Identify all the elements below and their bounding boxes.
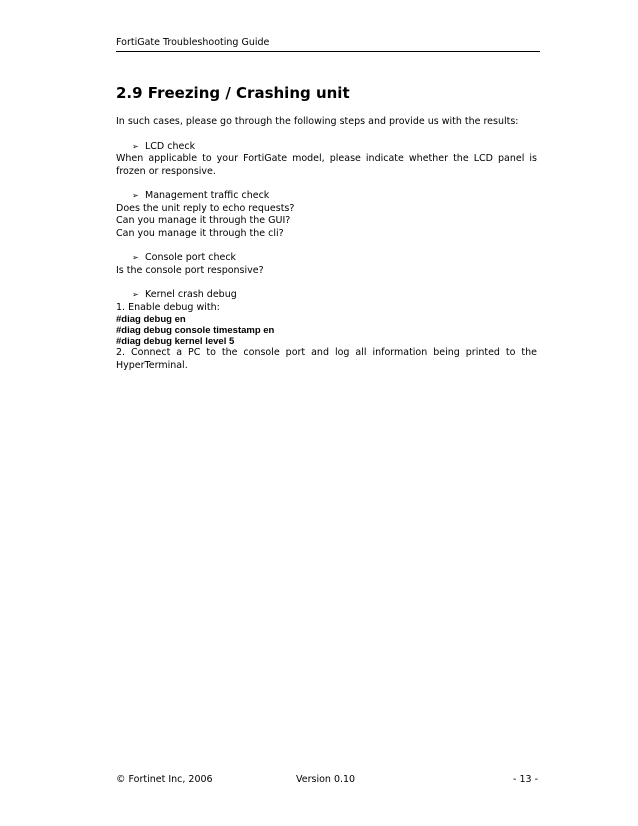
section-body xyxy=(116,116,537,372)
version-text: Version 0.10 xyxy=(296,774,356,785)
page-header xyxy=(116,37,540,52)
console-port-question: Is the console port responsive? xyxy=(116,264,264,276)
lcd-check-text: When applicable to your FortiGate model, please indicate whether the LCD panel is frozen or responsive. xyxy=(116,153,537,177)
section-title: 2.9 Freezing / Crashing unit xyxy=(116,84,350,102)
command-line: #diag debug console timestamp en xyxy=(116,325,275,336)
cli-management-question: Can you manage it through the cli? xyxy=(116,227,284,239)
command-line: #diag debug en xyxy=(116,314,186,325)
document-title: FortiGate Troubleshooting Guide xyxy=(116,37,270,48)
bullet-kernel-crash-debug xyxy=(132,289,537,302)
bullet-label: Kernel crash debug xyxy=(145,289,237,300)
command-line: #diag debug kernel level 5 xyxy=(116,336,235,347)
bullet-label: LCD check xyxy=(145,140,196,152)
arrowhead-bullet-icon: ➢ xyxy=(132,191,139,200)
bullet-management-traffic-check xyxy=(132,190,537,203)
bullet-label: Console port check xyxy=(145,252,237,263)
arrowhead-bullet-icon: ➢ xyxy=(132,290,139,299)
arrowhead-bullet-icon: ➢ xyxy=(132,253,139,262)
copyright-text: © Fortinet Inc, 2006 xyxy=(116,774,213,785)
arrowhead-bullet-icon: ➢ xyxy=(132,141,139,151)
intro-paragraph: In such cases, please go through the following steps and provide us with the results: xyxy=(116,116,519,127)
connect-pc-instruction: 2. Connect a PC to the console port and log all information being printed to the HyperTerminal. xyxy=(116,347,537,371)
bullet-lcd-check xyxy=(132,141,537,154)
gui-management-question: Can you manage it through the GUI? xyxy=(116,215,291,226)
page-footer xyxy=(116,774,540,788)
enable-debug-instruction: 1. Enable debug with: xyxy=(116,301,220,313)
bullet-console-port-check xyxy=(132,252,537,265)
page-number: - 13 - xyxy=(513,774,538,785)
bullet-label: Management traffic check xyxy=(145,190,270,201)
echo-requests-question: Does the unit reply to echo requests? xyxy=(116,202,295,214)
